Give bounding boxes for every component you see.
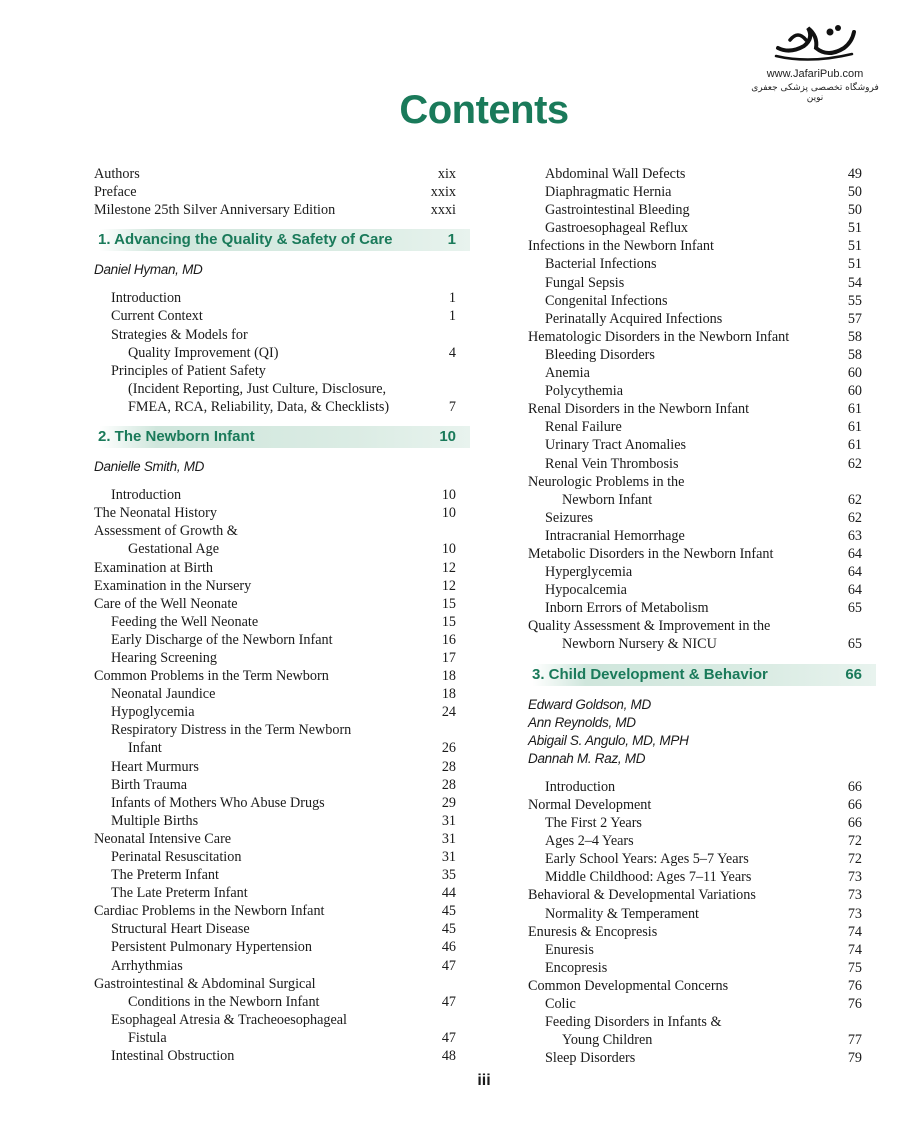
toc-entry-title: Fungal Sepsis <box>545 274 625 291</box>
toc-entry-title: Inborn Errors of Metabolism <box>545 600 709 617</box>
chapter-heading[interactable] <box>88 426 470 448</box>
toc-entry-title: Multiple Births <box>111 812 199 829</box>
toc-entry-page: 73 <box>847 905 862 922</box>
toc-entry[interactable] <box>528 563 862 581</box>
toc-entry-title: Sleep Disorders <box>545 1050 636 1067</box>
toc-entry[interactable] <box>94 938 456 956</box>
toc-entry-page: 62 <box>847 491 862 508</box>
toc-entry-title: Esophageal Atresia & Tracheoesophageal <box>111 1011 347 1028</box>
toc-entry-title: Behavioral & Developmental Variations <box>528 887 756 904</box>
spacer <box>94 476 456 486</box>
toc-entry-title: FMEA, RCA, Reliability, Data, & Checklists) <box>128 398 390 415</box>
toc-entry-page: 73 <box>847 887 862 904</box>
toc-entry-title: Introduction <box>111 487 182 504</box>
toc-entry-page: 58 <box>847 328 862 345</box>
toc-entry-page: 45 <box>441 921 456 938</box>
toc-entry[interactable] <box>94 165 456 183</box>
toc-entry-title: Heart Murmurs <box>111 758 199 775</box>
toc-entry-title: Gastroesophageal Reflux <box>545 220 689 237</box>
toc-entry[interactable] <box>528 509 862 527</box>
toc-entry[interactable] <box>94 848 456 866</box>
toc-entry[interactable] <box>528 491 862 509</box>
toc-entry[interactable] <box>94 866 456 884</box>
chapter-page: 10 <box>439 428 456 446</box>
toc-entry[interactable] <box>528 364 862 382</box>
toc-entry-title: Infections in the Newborn Infant <box>528 238 714 255</box>
toc-entry-page: 76 <box>847 977 862 994</box>
toc-entry[interactable] <box>94 362 456 380</box>
toc-entry[interactable] <box>528 328 862 346</box>
toc-entry[interactable] <box>528 814 862 832</box>
toc-entry[interactable] <box>94 1029 456 1047</box>
toc-entry[interactable] <box>94 812 456 830</box>
toc-entry-page: 15 <box>441 595 456 612</box>
toc-entry-title: Current Context <box>111 308 203 325</box>
spacer <box>528 654 862 664</box>
toc-entry-title: The Late Preterm Infant <box>111 885 248 902</box>
toc-entry[interactable] <box>528 292 862 310</box>
spacer <box>94 448 456 458</box>
toc-entry-page: 49 <box>847 166 862 182</box>
toc-entry[interactable] <box>528 599 862 617</box>
logo-url: www.JafariPub.com <box>766 68 864 80</box>
toc-entry-page: 60 <box>847 365 862 382</box>
toc-entry-title: Neurologic Problems in the <box>528 473 685 490</box>
toc-entry[interactable] <box>528 941 862 959</box>
toc-entry-title: Principles of Patient Safety <box>111 362 266 379</box>
toc-entry-page: 45 <box>441 903 456 920</box>
toc-entry-title: Bleeding Disorders <box>545 346 655 363</box>
chapter-author: Abigail S. Angulo, MD, MPH <box>528 732 689 748</box>
toc-entry[interactable] <box>94 344 456 362</box>
toc-entry-page: 26 <box>441 740 456 757</box>
spacer <box>94 279 456 289</box>
toc-entry-page: 10 <box>441 541 456 558</box>
toc-entry-page: 58 <box>847 346 862 363</box>
toc-entry[interactable] <box>528 400 862 418</box>
chapter-title: 3. Child Development & Behavior <box>532 665 768 683</box>
toc-entry-title: Neonatal Jaundice <box>111 686 216 703</box>
toc-entry[interactable] <box>94 685 456 703</box>
toc-entry-title: Newborn Infant <box>562 491 653 508</box>
toc-entry[interactable] <box>528 868 862 886</box>
toc-entry-page: 65 <box>847 600 862 617</box>
toc-entry-title: Congenital Infections <box>545 292 668 309</box>
toc-entry-title: Early School Years: Ages 5–7 Years <box>545 851 749 868</box>
toc-right-column <box>528 165 862 1067</box>
toc-entry-page: 60 <box>847 383 862 400</box>
toc-entry-title: Seizures <box>545 509 594 526</box>
toc-entry-title: Gestational Age <box>128 541 220 558</box>
toc-entry-page: 51 <box>847 256 862 273</box>
toc-entry-title: Anemia <box>545 365 590 382</box>
toc-entry-page: 31 <box>441 812 456 829</box>
toc-entry-page: 17 <box>441 649 456 666</box>
toc-entry[interactable] <box>94 776 456 794</box>
toc-entry-title: Abdominal Wall Defects <box>545 166 686 182</box>
toc-entry-title: Middle Childhood: Ages 7–11 Years <box>545 869 752 886</box>
toc-entry-page: 74 <box>847 923 862 940</box>
toc-entry[interactable] <box>94 649 456 667</box>
toc-entry[interactable] <box>528 1013 862 1031</box>
toc-entry-page: 62 <box>847 509 862 526</box>
toc-entry[interactable] <box>528 527 862 545</box>
toc-entry[interactable] <box>528 165 862 183</box>
toc-entry[interactable] <box>528 905 862 923</box>
toc-entry-title: Renal Disorders in the Newborn Infant <box>528 401 750 418</box>
toc-entry-page: xxxi <box>430 202 456 219</box>
toc-entry-title: Hypoglycemia <box>111 704 195 721</box>
toc-entry-title: Perinatally Acquired Infections <box>545 310 723 327</box>
toc-entry[interactable] <box>528 617 862 635</box>
toc-entry-page: 75 <box>847 959 862 976</box>
toc-entry[interactable] <box>94 631 456 649</box>
toc-entry-title: Intracranial Hemorrhage <box>545 527 685 544</box>
toc-entry-page: 31 <box>441 849 456 865</box>
chapter-author: Ann Reynolds, MD <box>528 714 636 730</box>
toc-entry-title: Urinary Tract Anomalies <box>545 437 687 454</box>
toc-entry-page: 62 <box>847 455 862 472</box>
toc-entry-page: 66 <box>847 778 862 795</box>
toc-entry-title: Introduction <box>111 290 182 307</box>
toc-entry[interactable] <box>528 473 862 491</box>
toc-entry-title: Polycythemia <box>545 383 624 400</box>
toc-entry-title: Early Discharge of the Newborn Infant <box>111 631 333 648</box>
toc-entry[interactable] <box>528 274 862 292</box>
toc-entry-page: 12 <box>441 559 456 576</box>
toc-entry-title: Care of the Well Neonate <box>94 595 238 612</box>
toc-entry-page: 35 <box>441 867 456 884</box>
toc-entry-page: 61 <box>847 401 862 418</box>
toc-entry-title: Enuresis & Encopresis <box>528 923 658 940</box>
toc-entry[interactable] <box>528 778 862 796</box>
toc-entry[interactable] <box>94 289 456 307</box>
toc-entry[interactable] <box>528 886 862 904</box>
toc-entry-title: Bacterial Infections <box>545 256 657 273</box>
logo-tagline: فروشگاه تخصصی پزشکی جعفری نوین <box>751 83 879 103</box>
toc-entry-title: Encopresis <box>545 959 608 976</box>
toc-entry[interactable] <box>94 504 456 522</box>
toc-entry[interactable] <box>528 237 862 255</box>
toc-entry-page: 31 <box>441 830 456 847</box>
toc-entry-title: Conditions in the Newborn Infant <box>128 993 320 1010</box>
toc-entry-page: 74 <box>847 941 862 958</box>
chapter-author: Daniel Hyman, MD <box>94 262 203 278</box>
toc-entry-page: 54 <box>847 274 862 291</box>
toc-entry-title: Examination at Birth <box>94 559 213 576</box>
toc-entry-page: 72 <box>847 833 862 850</box>
toc-entry[interactable] <box>94 721 456 739</box>
toc-entry-title: Common Problems in the Term Newborn <box>94 668 329 685</box>
toc-entry-title: Respiratory Distress in the Term Newborn <box>111 722 352 739</box>
toc-entry-title: Introduction <box>545 778 616 795</box>
toc-entry-title: The Preterm Infant <box>111 867 219 884</box>
toc-entry-page: 15 <box>441 613 456 630</box>
toc-entry-page: 51 <box>847 238 862 255</box>
toc-entry[interactable] <box>94 667 456 685</box>
toc-entry-page: 12 <box>441 577 456 594</box>
toc-entry-title: Feeding the Well Neonate <box>111 613 259 630</box>
toc-entry-page: 7 <box>448 398 456 415</box>
toc-entry-title: Authors <box>94 166 140 182</box>
toc-entry-page: 79 <box>847 1050 862 1067</box>
toc-entry-page: 76 <box>847 996 862 1013</box>
toc-entry-page: 46 <box>441 939 456 956</box>
toc-entry[interactable] <box>528 850 862 868</box>
toc-entry[interactable] <box>528 977 862 995</box>
toc-entry[interactable] <box>528 201 862 219</box>
publisher-logo-icon <box>770 18 860 66</box>
toc-entry-title: Feeding Disorders in Infants & <box>545 1014 722 1031</box>
toc-entry-title: Normal Development <box>528 797 652 813</box>
toc-entry[interactable] <box>528 310 862 328</box>
toc-entry[interactable] <box>94 398 456 416</box>
toc-entry-title: Persistent Pulmonary Hypertension <box>111 939 312 956</box>
spacer <box>94 251 456 261</box>
spacer <box>528 686 862 696</box>
toc-entry-title: Milestone 25th Silver Anniversary Edition <box>94 202 336 219</box>
toc-entry-page: 18 <box>441 668 456 685</box>
toc-entry-page: 50 <box>847 184 862 201</box>
toc-entry[interactable] <box>528 382 862 400</box>
toc-entry-page: 16 <box>441 631 456 648</box>
toc-entry[interactable] <box>94 902 456 920</box>
toc-entry[interactable] <box>528 796 862 814</box>
toc-entry-title: Common Developmental Concerns <box>528 977 729 994</box>
toc-left-column <box>94 165 456 1065</box>
toc-entry-page: 10 <box>441 505 456 522</box>
toc-entry-title: Normality & Temperament <box>545 905 699 922</box>
toc-entry-page: 29 <box>441 794 456 811</box>
toc-entry[interactable] <box>528 832 862 850</box>
toc-entry-page: 64 <box>847 582 862 599</box>
toc-entry-page: 57 <box>847 310 862 327</box>
toc-entry-title: Birth Trauma <box>111 776 188 793</box>
toc-entry-page: 66 <box>847 797 862 813</box>
toc-entry-title: Intestinal Obstruction <box>111 1048 235 1065</box>
toc-entry[interactable] <box>94 703 456 721</box>
toc-entry[interactable] <box>528 923 862 941</box>
toc-entry-page: 65 <box>847 636 862 653</box>
toc-entry[interactable] <box>94 522 456 540</box>
toc-entry-title: Diaphragmatic Hernia <box>545 184 672 201</box>
toc-entry[interactable] <box>94 975 456 993</box>
toc-entry[interactable] <box>94 380 456 398</box>
toc-entry-page: 47 <box>441 1029 456 1046</box>
toc-entry[interactable] <box>94 1011 456 1029</box>
toc-entry-page: 1 <box>448 308 456 325</box>
spacer <box>94 416 456 426</box>
toc-entry-title: Ages 2–4 Years <box>545 833 634 850</box>
toc-entry-title: Infant <box>128 740 162 757</box>
chapter-page: 66 <box>845 665 862 683</box>
chapter-page: 1 <box>447 231 456 249</box>
toc-entry[interactable] <box>94 559 456 577</box>
toc-entry[interactable] <box>94 183 456 201</box>
toc-entry[interactable] <box>528 436 862 454</box>
chapter-title: 2. The Newborn Infant <box>98 428 255 446</box>
chapter-heading[interactable] <box>522 664 876 686</box>
toc-entry[interactable] <box>94 486 456 504</box>
toc-entry[interactable] <box>94 577 456 595</box>
toc-entry-page: 47 <box>441 993 456 1010</box>
page-number: iii <box>477 1072 491 1089</box>
toc-entry-title: Quality Improvement (QI) <box>128 344 279 361</box>
toc-entry[interactable] <box>94 540 456 558</box>
toc-entry[interactable] <box>94 884 456 902</box>
toc-entry-title: Enuresis <box>545 941 594 958</box>
toc-entry[interactable] <box>528 1031 862 1049</box>
toc-entry[interactable] <box>528 635 862 653</box>
toc-entry-title: Hematologic Disorders in the Newborn Infant <box>528 328 790 345</box>
toc-entry-title: The First 2 Years <box>545 815 642 832</box>
toc-entry-page: 77 <box>847 1032 862 1049</box>
toc-entry-title: Hyperglycemia <box>545 564 633 581</box>
toc-entry[interactable] <box>94 739 456 757</box>
toc-entry-page: xxix <box>430 184 456 201</box>
toc-entry-page: 47 <box>441 957 456 974</box>
toc-entry-page: 64 <box>847 545 862 562</box>
toc-entry-page: 63 <box>847 527 862 544</box>
toc-entry-title: Examination in the Nursery <box>94 577 252 594</box>
toc-entry-title: Renal Vein Thrombosis <box>545 455 679 472</box>
toc-entry-page: 51 <box>847 220 862 237</box>
toc-entry-page: 61 <box>847 437 862 454</box>
toc-entry-page: 73 <box>847 869 862 886</box>
toc-entry[interactable] <box>528 581 862 599</box>
toc-entry-page: 72 <box>847 851 862 868</box>
page-title: Contents <box>399 88 569 132</box>
toc-entry[interactable] <box>528 1049 862 1067</box>
toc-entry[interactable] <box>94 326 456 344</box>
toc-entry-title: Infants of Mothers Who Abuse Drugs <box>111 794 325 811</box>
toc-entry-page: 18 <box>441 686 456 703</box>
toc-entry-page: 10 <box>441 487 456 504</box>
toc-entry[interactable] <box>528 995 862 1013</box>
toc-entry-title: Perinatal Resuscitation <box>111 849 242 865</box>
toc-entry-title: Fistula <box>128 1029 167 1046</box>
toc-entry[interactable] <box>94 307 456 325</box>
chapter-author: Danielle Smith, MD <box>94 459 205 475</box>
toc-entry[interactable] <box>528 219 862 237</box>
spacer <box>94 219 456 229</box>
toc-entry[interactable] <box>94 201 456 219</box>
toc-entry[interactable] <box>94 613 456 631</box>
toc-entry-page: 28 <box>441 758 456 775</box>
toc-entry-page: 24 <box>441 704 456 721</box>
toc-entry-page: 44 <box>441 885 456 902</box>
toc-entry-title: Young Children <box>562 1032 653 1049</box>
toc-entry-title: (Incident Reporting, Just Culture, Disclosure, <box>128 380 387 397</box>
toc-entry[interactable] <box>94 920 456 938</box>
toc-entry[interactable] <box>528 959 862 977</box>
toc-entry-title: Structural Heart Disease <box>111 921 250 938</box>
toc-entry-title: Quality Assessment & Improvement in the <box>528 618 771 635</box>
toc-entry-title: Newborn Nursery & NICU <box>562 636 717 653</box>
toc-entry[interactable] <box>94 595 456 613</box>
toc-entry[interactable] <box>528 346 862 364</box>
toc-entry-title: Metabolic Disorders in the Newborn Infant <box>528 545 774 562</box>
toc-entry-title: Neonatal Intensive Care <box>94 830 232 847</box>
toc-entry-page: 66 <box>847 815 862 832</box>
toc-entry-title: Colic <box>545 996 576 1013</box>
toc-entry[interactable] <box>528 183 862 201</box>
toc-entry-page: xix <box>437 166 456 182</box>
toc-entry-page: 50 <box>847 202 862 219</box>
chapter-author: Edward Goldson, MD <box>528 696 651 712</box>
toc-entry-title: Strategies & Models for <box>111 326 248 343</box>
toc-entry-page: 61 <box>847 419 862 436</box>
toc-entry[interactable] <box>528 418 862 436</box>
toc-entry-title: Hypocalcemia <box>545 582 627 599</box>
toc-entry-title: Hearing Screening <box>111 649 217 666</box>
toc-entry-title: Arrhythmias <box>111 957 183 974</box>
toc-entry[interactable] <box>94 830 456 848</box>
chapter-title: 1. Advancing the Quality & Safety of Care <box>98 231 393 249</box>
toc-entry-title: Gastrointestinal & Abdominal Surgical <box>94 975 316 992</box>
spacer <box>528 768 862 778</box>
toc-entry[interactable] <box>528 255 862 273</box>
toc-entry-title: Preface <box>94 184 137 201</box>
toc-entry-title: The Neonatal History <box>94 505 217 522</box>
toc-entry[interactable] <box>94 957 456 975</box>
toc-entry-page: 4 <box>448 344 456 361</box>
chapter-author: Dannah M. Raz, MD <box>528 750 646 766</box>
chapter-heading[interactable] <box>88 229 470 251</box>
toc-entry-title: Gastrointestinal Bleeding <box>545 202 690 219</box>
toc-entry-title: Cardiac Problems in the Newborn Infant <box>94 903 325 920</box>
toc-entry-page: 1 <box>448 290 456 307</box>
toc-entry[interactable] <box>528 545 862 563</box>
toc-entry-page: 28 <box>441 776 456 793</box>
toc-entry[interactable] <box>94 794 456 812</box>
toc-entry[interactable] <box>94 1047 456 1065</box>
toc-entry-page: 48 <box>441 1048 456 1065</box>
toc-entry-page: 55 <box>847 292 862 309</box>
toc-entry[interactable] <box>528 455 862 473</box>
toc-entry-title: Renal Failure <box>545 419 622 436</box>
toc-entry-page: 64 <box>847 564 862 581</box>
toc-entry[interactable] <box>94 993 456 1011</box>
toc-entry[interactable] <box>94 758 456 776</box>
toc-entry-title: Assessment of Growth & <box>94 523 238 540</box>
